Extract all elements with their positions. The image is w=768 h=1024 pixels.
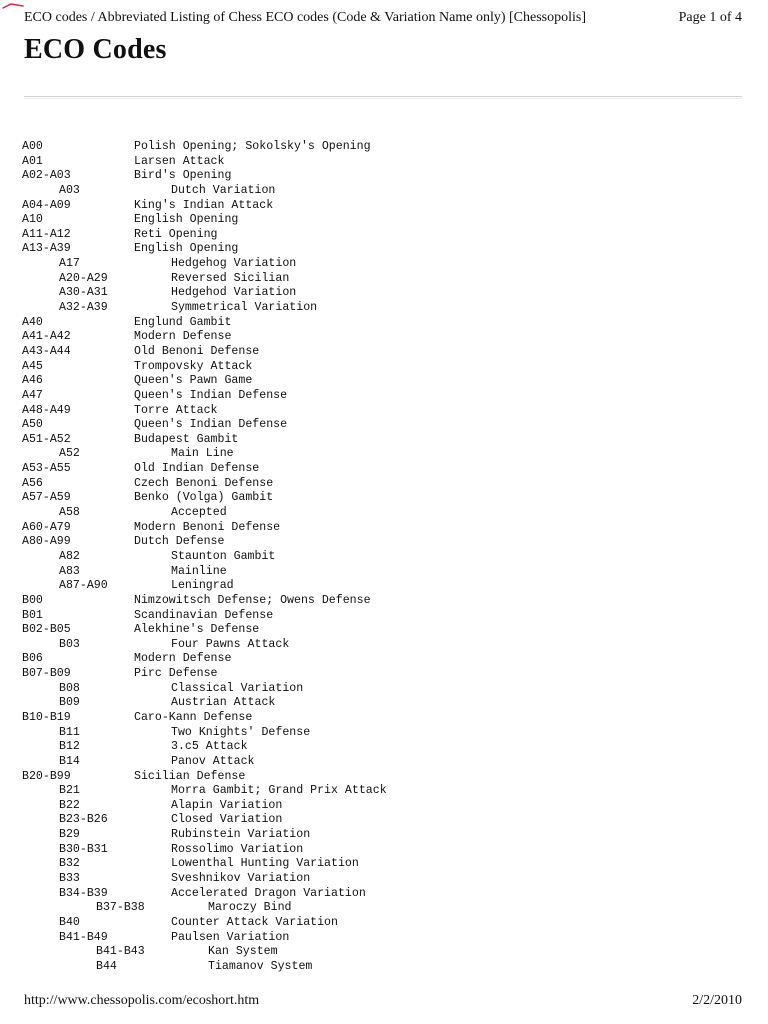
opening-name: Classical Variation: [171, 681, 304, 695]
opening-name: Czech Benoni Defense: [134, 476, 274, 490]
eco-entry-row: [22, 257, 742, 272]
eco-entry-row: [22, 711, 742, 726]
eco-code: A45: [22, 359, 43, 373]
opening-name: King's Indian Attack: [134, 198, 274, 212]
opening-name: Polish Opening; Sokolsky's Opening: [134, 140, 371, 153]
eco-code: A20-A29: [59, 271, 108, 285]
opening-name: Modern Defense: [134, 652, 232, 666]
opening-name: Rubinstein Variation: [171, 828, 311, 842]
eco-entry-row: [22, 140, 742, 155]
eco-code: A58: [59, 506, 80, 520]
eco-entry-row: [22, 389, 742, 404]
opening-name: Englund Gambit: [134, 315, 232, 329]
eco-entry-row: [22, 667, 742, 682]
opening-name: Modern Defense: [134, 330, 232, 344]
eco-code: B40: [59, 915, 80, 929]
opening-name: Queen's Indian Defense: [134, 388, 288, 402]
eco-entry-row: [22, 565, 742, 580]
eco-entry-row: [22, 813, 742, 828]
eco-code: B10-B19: [22, 710, 71, 724]
eco-entry-row: [22, 609, 742, 624]
opening-name: Bird's Opening: [134, 169, 232, 183]
eco-entry-row: [22, 916, 742, 931]
eco-code: A32-A39: [59, 301, 108, 315]
source-url-link[interactable]: http://www.chessopolis.com/ecoshort.htm: [24, 993, 260, 1008]
eco-code: A87-A90: [59, 579, 108, 593]
eco-entry-row: [22, 535, 742, 550]
eco-entry-row: [22, 740, 742, 755]
opening-name: Trompovsky Attack: [134, 359, 253, 373]
opening-name: Four Pawns Attack: [171, 637, 290, 651]
eco-entry-row: [22, 418, 742, 433]
page-number: Page 1 of 4: [678, 10, 742, 25]
eco-code: A01: [22, 154, 43, 168]
opening-name: Modern Benoni Defense: [134, 520, 281, 534]
eco-code: A43-A44: [22, 344, 71, 358]
eco-entry-row: [22, 213, 742, 228]
eco-entry-row: [22, 784, 742, 799]
eco-code: B07-B09: [22, 667, 71, 681]
eco-code: A56: [22, 476, 43, 490]
eco-code: B41-B43: [96, 945, 145, 959]
eco-entry-row: [22, 843, 742, 858]
opening-name: Old Indian Defense: [134, 462, 260, 476]
eco-entry-row: [22, 579, 742, 594]
eco-entry-row: [22, 799, 742, 814]
opening-name: Budapest Gambit: [134, 432, 239, 446]
opening-name: 3.c5 Attack: [171, 740, 248, 754]
opening-name: Dutch Defense: [134, 535, 225, 549]
opening-name: Lowenthal Hunting Variation: [171, 857, 359, 871]
opening-name: Rossolimo Variation: [171, 842, 304, 856]
eco-entry-row: [22, 360, 742, 375]
opening-name: Larsen Attack: [134, 154, 225, 168]
eco-code: B34-B39: [59, 886, 108, 900]
eco-code: B02-B05: [22, 623, 71, 637]
opening-name: Main Line: [171, 447, 234, 461]
eco-code: A83: [59, 564, 80, 578]
horizontal-rule: [24, 96, 742, 99]
opening-name: Austrian Attack: [171, 696, 276, 710]
eco-entry-row: [22, 301, 742, 316]
eco-entry-row: [22, 506, 742, 521]
eco-entry-row: [22, 433, 742, 448]
eco-entry-row: [22, 345, 742, 360]
eco-entry-row: [22, 286, 742, 301]
eco-code: B23-B26: [59, 813, 108, 827]
print-footer: [24, 993, 742, 1011]
eco-entry-row: [22, 462, 742, 477]
eco-code: B08: [59, 681, 80, 695]
eco-code: A03: [59, 183, 80, 197]
opening-name: Kan System: [208, 945, 278, 959]
eco-code: A60-A79: [22, 520, 71, 534]
eco-code: B12: [59, 740, 80, 754]
eco-entry-row: [22, 945, 742, 960]
opening-name: Torre Attack: [134, 403, 218, 417]
opening-name: Pirc Defense: [134, 667, 218, 681]
opening-name: Queen's Indian Defense: [134, 418, 288, 432]
opening-name: Staunton Gambit: [171, 549, 276, 563]
opening-name: Closed Variation: [171, 813, 283, 827]
eco-code: B01: [22, 608, 43, 622]
opening-name: Caro-Kann Defense: [134, 710, 253, 724]
eco-code: A10: [22, 213, 43, 227]
eco-code: A53-A55: [22, 462, 71, 476]
opening-name: Hedgehod Variation: [171, 286, 297, 300]
eco-code: B22: [59, 798, 80, 812]
eco-entry-row: [22, 155, 742, 170]
eco-entry-row: [22, 857, 742, 872]
opening-name: Benko (Volga) Gambit: [134, 491, 274, 505]
eco-code: A30-A31: [59, 286, 108, 300]
print-date: 2/2/2010: [692, 993, 742, 1008]
eco-code: B44: [96, 959, 117, 973]
eco-code: A04-A09: [22, 198, 71, 212]
opening-name: English Opening: [134, 242, 239, 256]
eco-entry-row: [22, 184, 742, 199]
opening-name: Counter Attack Variation: [171, 915, 338, 929]
opening-name: Alekhine's Defense: [134, 623, 260, 637]
opening-name: Tiamanov System: [208, 959, 313, 973]
eco-code: A13-A39: [22, 242, 71, 256]
eco-entry-row: [22, 638, 742, 653]
print-header: [24, 10, 742, 30]
eco-code: B14: [59, 754, 80, 768]
eco-code: B20-B99: [22, 769, 71, 783]
opening-name: Sveshnikov Variation: [171, 872, 311, 886]
eco-entry-row: [22, 901, 742, 916]
opening-name: Scandinavian Defense: [134, 608, 274, 622]
eco-entry-row: [22, 169, 742, 184]
opening-name: Accelerated Dragon Variation: [171, 886, 366, 900]
eco-code: A80-A99: [22, 535, 71, 549]
opening-name: Leningrad: [171, 579, 234, 593]
eco-code: B11: [59, 725, 80, 739]
eco-entry-row: [22, 652, 742, 667]
opening-name: Reti Opening: [134, 227, 218, 241]
eco-code: A40: [22, 315, 43, 329]
eco-entry-row: [22, 550, 742, 565]
eco-code: B29: [59, 828, 80, 842]
print-header-title: ECO codes / Abbreviated Listing of Chess ECO codes (Code & Variation Name only) [Chessopolis]: [24, 10, 586, 25]
opening-name: Panov Attack: [171, 754, 255, 768]
eco-code: B30-B31: [59, 842, 108, 856]
opening-name: Paulsen Variation: [171, 930, 290, 944]
opening-name: Morra Gambit; Grand Prix Attack: [171, 784, 387, 798]
eco-entry-row: [22, 491, 742, 506]
eco-code: A48-A49: [22, 403, 71, 417]
opening-name: Accepted: [171, 506, 227, 520]
eco-code: B32: [59, 857, 80, 871]
eco-entry-row: [22, 726, 742, 741]
eco-code: B06: [22, 652, 43, 666]
eco-code: B33: [59, 872, 80, 886]
eco-entry-row: [22, 594, 742, 609]
eco-entry-row: [22, 374, 742, 389]
eco-code: A11-A12: [22, 227, 71, 241]
eco-code: A82: [59, 549, 80, 563]
eco-entry-row: [22, 770, 742, 785]
opening-name: Reversed Sicilian: [171, 271, 290, 285]
eco-entry-row: [22, 447, 742, 462]
opening-name: Two Knights' Defense: [171, 725, 311, 739]
eco-code: B21: [59, 784, 80, 798]
eco-entry-row: [22, 931, 742, 946]
eco-code: A46: [22, 374, 43, 388]
opening-name: Queen's Pawn Game: [134, 374, 253, 388]
eco-entry-row: [22, 521, 742, 536]
eco-entry-row: [22, 682, 742, 697]
eco-entry-row: [22, 828, 742, 843]
pen-mark-icon: [2, 2, 24, 10]
opening-name: Mainline: [171, 564, 227, 578]
opening-name: English Opening: [134, 213, 239, 227]
opening-name: Old Benoni Defense: [134, 344, 260, 358]
eco-code: B00: [22, 593, 43, 607]
eco-entry-row: [22, 316, 742, 331]
opening-name: Alapin Variation: [171, 798, 283, 812]
opening-name: Dutch Variation: [171, 183, 276, 197]
eco-entry-row: [22, 887, 742, 902]
eco-code: A41-A42: [22, 330, 71, 344]
eco-code: A02-A03: [22, 169, 71, 183]
eco-entry-row: [22, 477, 742, 492]
eco-entry-row: [22, 330, 742, 345]
opening-name: Hedgehog Variation: [171, 257, 297, 271]
opening-name: Symmetrical Variation: [171, 301, 318, 315]
eco-code: B09: [59, 696, 80, 710]
eco-code: B41-B49: [59, 930, 108, 944]
eco-entry-row: [22, 623, 742, 638]
eco-entry-row: [22, 272, 742, 287]
eco-code: B03: [59, 637, 80, 651]
eco-code: A57-A59: [22, 491, 71, 505]
eco-code: A51-A52: [22, 432, 71, 446]
eco-code: A50: [22, 418, 43, 432]
eco-code: A52: [59, 447, 80, 461]
eco-entry-row: [22, 755, 742, 770]
eco-code: B37-B38: [96, 901, 145, 915]
eco-entry-row: [22, 404, 742, 419]
eco-entry-row: [22, 199, 742, 214]
eco-entry-row: [22, 696, 742, 711]
eco-code: A47: [22, 388, 43, 402]
eco-code: A17: [59, 257, 80, 271]
eco-code-list: [22, 140, 742, 976]
eco-code: A00: [22, 140, 43, 153]
eco-entry-row: [22, 228, 742, 243]
eco-entry-row: [22, 872, 742, 887]
opening-name: Sicilian Defense: [134, 769, 246, 783]
eco-entry-row: [22, 242, 742, 257]
eco-entry-row: [22, 960, 742, 975]
opening-name: Nimzowitsch Defense; Owens Defense: [134, 593, 371, 607]
page-title: ECO Codes: [24, 34, 167, 65]
opening-name: Maroczy Bind: [208, 901, 292, 915]
